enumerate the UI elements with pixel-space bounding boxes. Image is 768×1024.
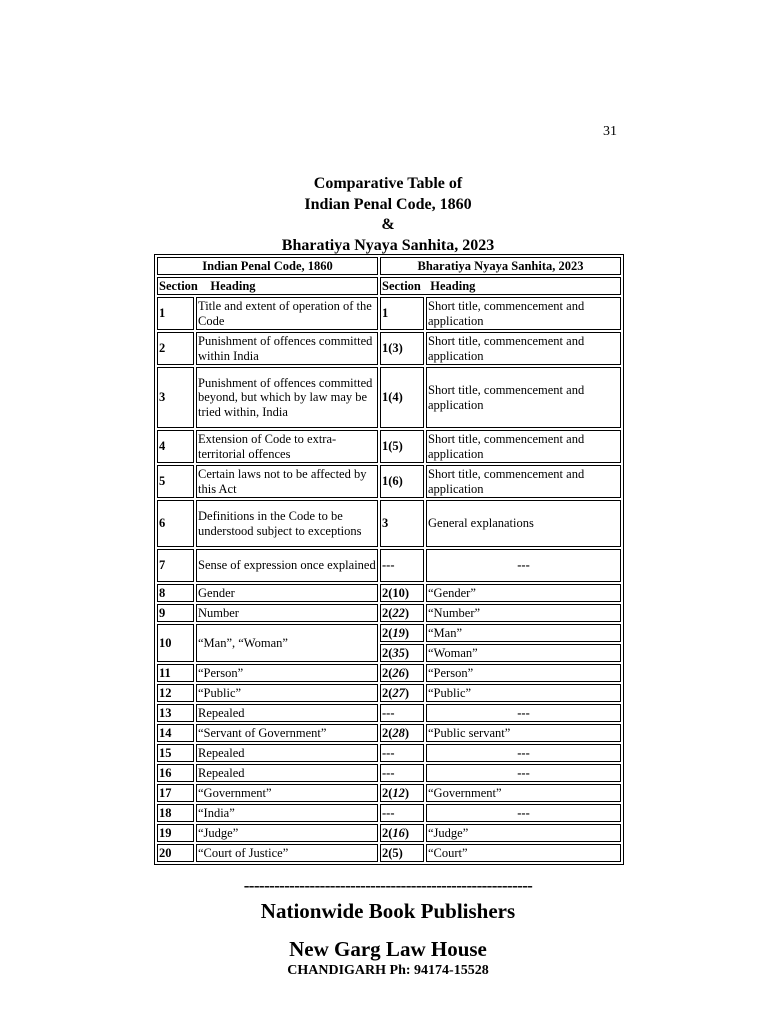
bns-section-clause: 12	[392, 785, 405, 800]
bns-section-prefix: 2(	[382, 585, 393, 600]
ipc-heading-cell: “India”	[196, 804, 378, 822]
bns-heading-cell: “Court”	[426, 844, 621, 862]
ipc-heading-cell: Certain laws not to be affected by this Act	[196, 465, 378, 498]
ipc-section-cell: 15	[157, 744, 194, 762]
ipc-section-cell: 13	[157, 704, 194, 722]
bns-section-cell: ---	[380, 549, 424, 582]
bns-section-cell	[380, 684, 424, 702]
table-row	[157, 704, 621, 722]
ipc-heading-cell: Title and extent of operation of the Code	[196, 297, 378, 330]
ipc-heading-cell: “Servant of Government”	[196, 724, 378, 742]
bns-section-cell: 1(4)	[380, 367, 424, 428]
bns-heading-cell: Short title, commencement and application	[426, 332, 621, 365]
bns-section-prefix: 2(	[382, 625, 393, 640]
bns-section-cell	[380, 624, 424, 642]
bns-section-cell	[380, 664, 424, 682]
ipc-section-cell: 2	[157, 332, 194, 365]
bns-section-cell: ---	[380, 804, 424, 822]
ipc-section-cell: 16	[157, 764, 194, 782]
bns-section-cell: 1(3)	[380, 332, 424, 365]
table-row	[157, 500, 621, 547]
ipc-section-cell: 11	[157, 664, 194, 682]
bns-section-prefix: 2(	[382, 825, 393, 840]
table-row	[157, 764, 621, 782]
bns-section-cell: 1(6)	[380, 465, 424, 498]
title-line-3: &	[381, 216, 395, 233]
bns-heading-cell: General explanations	[426, 500, 621, 547]
bns-section-cell: 1(5)	[380, 430, 424, 463]
bns-section-prefix: 2(	[382, 725, 393, 740]
ipc-heading-cell: Punishment of offences committed beyond, but which by law may be tried within, India	[196, 367, 378, 428]
ipc-section-cell: 18	[157, 804, 194, 822]
bns-section-prefix: 2(	[382, 685, 393, 700]
ipc-section-cell: 9	[157, 604, 194, 622]
bns-heading-cell: ---	[426, 704, 621, 722]
bns-section-clause: 26	[392, 665, 405, 680]
bns-section-clause: 27	[392, 685, 405, 700]
table-row	[157, 844, 621, 862]
page-number: 31	[603, 124, 617, 139]
bns-section-suffix: )	[404, 665, 410, 680]
ipc-heading-cell: “Judge”	[196, 824, 378, 842]
ipc-section-cell: 20	[157, 844, 194, 862]
title-line-4: Bharatiya Nyaya Sanhita, 2023	[281, 236, 495, 254]
bns-heading-cell: ---	[426, 804, 621, 822]
table-row	[157, 824, 621, 842]
ipc-heading-cell: “Public”	[196, 684, 378, 702]
bns-section-clause: 28	[392, 725, 405, 740]
bns-section-clause: 35	[392, 645, 405, 660]
table-row	[157, 744, 621, 762]
bns-section-cell	[380, 604, 424, 622]
ipc-section-cell: 1	[157, 297, 194, 330]
bns-section-suffix: )	[404, 785, 410, 800]
table-row	[157, 604, 621, 622]
ipc-section-cell: 10	[157, 624, 194, 662]
ipc-heading-cell: Extension of Code to extra-territorial offences	[196, 430, 378, 463]
ipc-heading-cell: “Person”	[196, 664, 378, 682]
bns-section-suffix: )	[404, 725, 410, 740]
ipc-heading-cell: Repealed	[196, 764, 378, 782]
ipc-section-cell: 7	[157, 549, 194, 582]
table-row	[157, 784, 621, 802]
title-line-1: Comparative Table of	[313, 175, 463, 192]
bns-section-cell: 1	[380, 297, 424, 330]
bns-section-cell: 3	[380, 500, 424, 547]
bns-section-prefix: 2(	[382, 645, 393, 660]
publisher-name-2: New Garg Law House	[289, 937, 487, 961]
bns-heading-cell: “Person”	[426, 664, 621, 682]
ipc-heading-cell: Repealed	[196, 704, 378, 722]
bns-header: Bharatiya Nyaya Sanhita, 2023	[380, 257, 621, 275]
bns-section-cell	[380, 644, 424, 662]
bns-heading-cell: ---	[426, 549, 621, 582]
bns-subheader: Section Heading	[380, 277, 621, 295]
bns-section-suffix: )	[404, 825, 410, 840]
bns-heading-cell: Short title, commencement and application	[426, 430, 621, 463]
ipc-section-cell: 3	[157, 367, 194, 428]
bns-section-clause: 16	[392, 825, 405, 840]
ipc-heading-cell: “Man”, “Woman”	[196, 624, 378, 662]
bns-heading-cell: Short title, commencement and application	[426, 297, 621, 330]
ipc-section-cell: 14	[157, 724, 194, 742]
table-row	[157, 584, 621, 602]
ipc-heading-cell: Gender	[196, 584, 378, 602]
ipc-heading-cell: “Government”	[196, 784, 378, 802]
bns-section-cell: 2(5)	[380, 844, 424, 862]
ipc-heading-cell: Repealed	[196, 744, 378, 762]
table-row	[157, 624, 621, 642]
ipc-section-cell: 12	[157, 684, 194, 702]
bns-section-suffix: )	[404, 605, 410, 620]
bns-heading-cell: Short title, commencement and application	[426, 465, 621, 498]
ipc-heading-cell: “Court of Justice”	[196, 844, 378, 862]
bns-section-cell: ---	[380, 704, 424, 722]
table-row	[157, 332, 621, 365]
publisher-name-1: Nationwide Book Publishers	[260, 899, 516, 923]
bns-section-clause: 19	[392, 625, 405, 640]
bns-heading-cell: “Public”	[426, 684, 621, 702]
bns-section-prefix: 2(	[382, 605, 393, 620]
bns-section-clause: 22	[392, 605, 405, 620]
publisher-contact: CHANDIGARH Ph: 94174-15528	[287, 963, 489, 978]
ipc-section-cell: 5	[157, 465, 194, 498]
table-row	[157, 549, 621, 582]
footer-divider: ---------------------------------------------------------	[243, 876, 533, 895]
bns-heading-cell: “Judge”	[426, 824, 621, 842]
table-row	[157, 297, 621, 330]
bns-heading-cell: “Woman”	[426, 644, 621, 662]
ipc-heading-cell: Sense of expression once explained	[196, 549, 378, 582]
bns-section-cell: ---	[380, 744, 424, 762]
bns-heading-cell: “Public servant”	[426, 724, 621, 742]
bns-heading-cell: “Man”	[426, 624, 621, 642]
bns-section-prefix: 2(	[382, 785, 393, 800]
table-row	[157, 804, 621, 822]
table-row	[157, 430, 621, 463]
bns-section-suffix: )	[404, 645, 410, 660]
comparative-table-wrapper	[154, 254, 622, 865]
bns-section-cell	[380, 584, 424, 602]
table-row	[157, 367, 621, 428]
bns-section-cell	[380, 724, 424, 742]
bns-heading-cell: Short title, commencement and application	[426, 367, 621, 428]
bns-section-cell	[380, 784, 424, 802]
bns-heading-cell: ---	[426, 744, 621, 762]
bns-heading-cell: ---	[426, 764, 621, 782]
bns-section-suffix: )	[404, 585, 410, 600]
ipc-section-cell: 8	[157, 584, 194, 602]
ipc-section-cell: 6	[157, 500, 194, 547]
table-row	[157, 465, 621, 498]
title-line-2: Indian Penal Code, 1860	[304, 195, 472, 213]
ipc-header: Indian Penal Code, 1860	[157, 257, 378, 275]
table-row	[157, 724, 621, 742]
ipc-heading-cell: Definitions in the Code to be understood subject to exceptions	[196, 500, 378, 547]
bns-section-cell: ---	[380, 764, 424, 782]
ipc-subheader: Section Heading	[157, 277, 378, 295]
bns-heading-cell: “Gender”	[426, 584, 621, 602]
ipc-section-cell: 4	[157, 430, 194, 463]
ipc-section-cell: 19	[157, 824, 194, 842]
document-title	[0, 174, 768, 256]
bns-heading-cell: “Government”	[426, 784, 621, 802]
comparative-table	[154, 254, 624, 865]
ipc-section-cell: 17	[157, 784, 194, 802]
bns-section-cell	[380, 824, 424, 842]
ipc-heading-cell: Punishment of offences committed within India	[196, 332, 378, 365]
table-row	[157, 684, 621, 702]
bns-section-clause: 10	[392, 585, 405, 600]
bns-section-suffix: )	[404, 625, 410, 640]
ipc-heading-cell: Number	[196, 604, 378, 622]
bns-section-suffix: )	[404, 685, 410, 700]
bns-section-prefix: 2(	[382, 665, 393, 680]
bns-heading-cell: “Number”	[426, 604, 621, 622]
table-row	[157, 664, 621, 682]
